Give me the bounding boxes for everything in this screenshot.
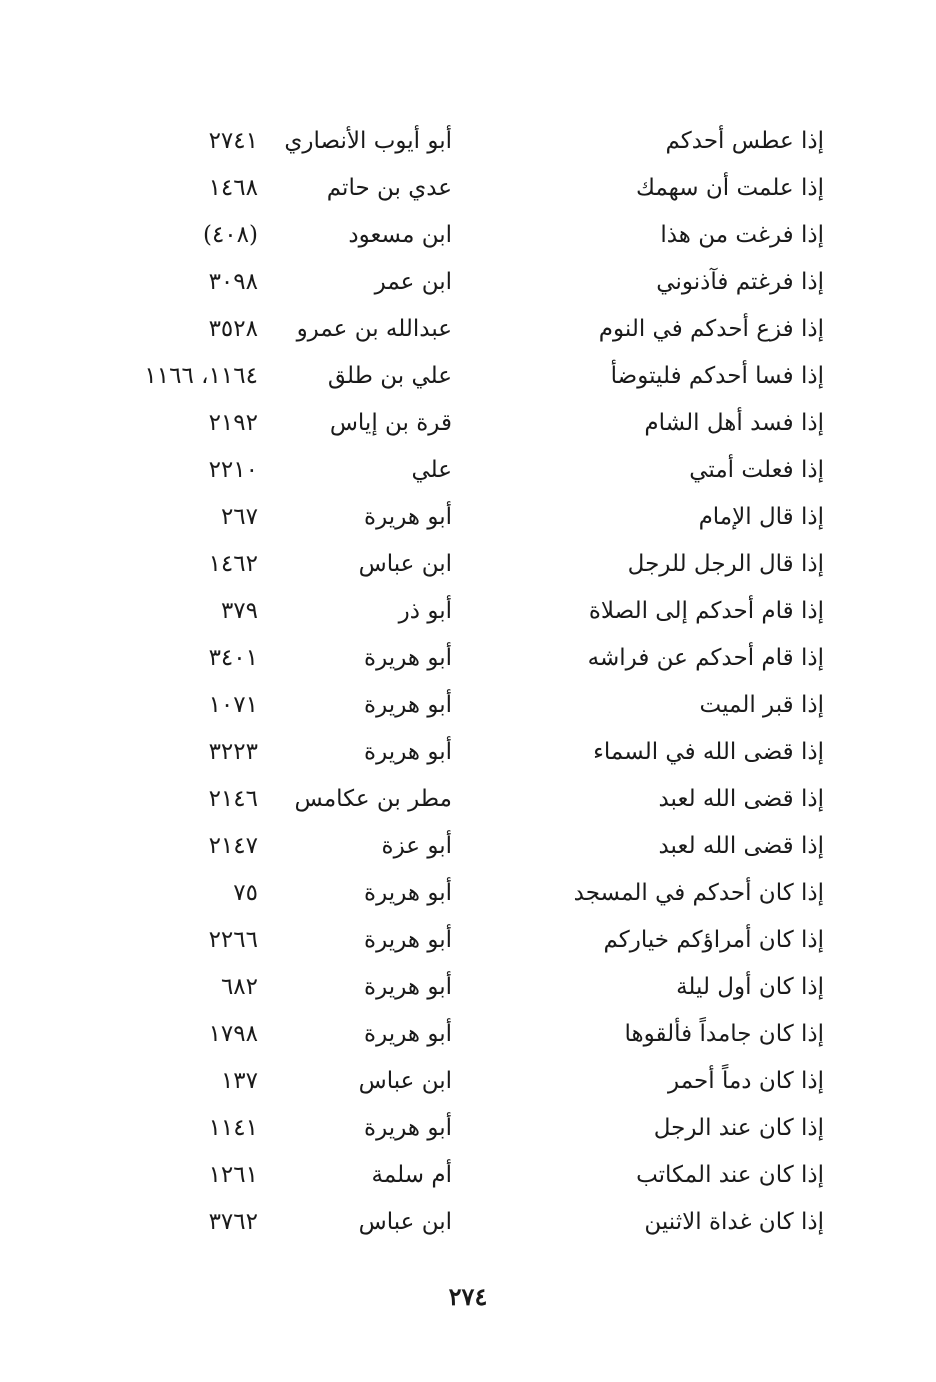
hadith-text: إذا كان أمراؤكم خياركم: [603, 927, 824, 953]
hadith-text: إذا قام أحدكم عن فراشه: [587, 645, 824, 671]
index-row: [0, 870, 936, 917]
index-row: [0, 306, 936, 353]
index-row: [0, 588, 936, 635]
index-row: [0, 118, 936, 165]
hadith-number: ١٣٧: [220, 1068, 258, 1094]
narrator-name: أبو هريرة: [364, 739, 452, 765]
hadith-text: إذا علمت أن سهمك: [635, 175, 824, 201]
narrator-name: علي: [411, 457, 452, 483]
hadith-number: ١١٤١: [208, 1115, 258, 1141]
narrator-name: أبو أيوب الأنصاري: [284, 128, 452, 154]
page-number: ٢٧٤: [448, 1282, 488, 1311]
index-row: [0, 400, 936, 447]
hadith-text: إذا كان أحدكم في المسجد: [573, 880, 824, 906]
index-row: [0, 447, 936, 494]
hadith-number: ١١٦٤، ١١٦٦: [144, 363, 258, 389]
index-row: [0, 259, 936, 306]
hadith-number: ٢١٤٦: [208, 786, 258, 812]
hadith-text: إذا فسد أهل الشام: [644, 410, 824, 436]
hadith-number: ١٤٦٢: [208, 551, 258, 577]
hadith-number: ٣٧٦٢: [208, 1209, 258, 1235]
narrator-name: عدي بن حاتم: [326, 175, 452, 201]
hadith-number: ٣٥٢٨: [208, 316, 258, 342]
hadith-text: إذا فزع أحدكم في النوم: [598, 316, 824, 342]
index-row: [0, 165, 936, 212]
index-row: [0, 1058, 936, 1105]
hadith-number: ٢١٤٧: [208, 833, 258, 859]
hadith-text: إذا قال الرجل للرجل: [627, 551, 824, 577]
hadith-number: ١٧٩٨: [208, 1021, 258, 1047]
narrator-name: أبو هريرة: [364, 974, 452, 1000]
hadith-text: إذا فعلت أمتي: [689, 457, 824, 483]
hadith-text: إذا فرغتم فآذنوني: [656, 269, 824, 295]
narrator-name: ابن عباس: [358, 551, 452, 577]
index-row: [0, 917, 936, 964]
hadith-number: ١٢٦١: [208, 1162, 258, 1188]
narrator-name: ابن عباس: [358, 1068, 452, 1094]
hadith-text: إذا قضى الله لعبد: [658, 833, 824, 859]
index-row: [0, 353, 936, 400]
hadith-text: إذا عطس أحدكم: [665, 128, 824, 154]
narrator-name: علي بن طلق: [327, 363, 452, 389]
hadith-number: ١٠٧١: [208, 692, 258, 718]
hadith-number: ٣٢٢٣: [208, 739, 258, 765]
narrator-name: أبو هريرة: [364, 645, 452, 671]
narrator-name: ابن عباس: [358, 1209, 452, 1235]
index-row: [0, 682, 936, 729]
narrator-name: أبو هريرة: [364, 1021, 452, 1047]
narrator-name: أبو ذر: [398, 598, 452, 624]
narrator-name: عبدالله بن عمرو: [296, 316, 452, 342]
hadith-number: ٧٥: [233, 880, 258, 906]
narrator-name: أبو هريرة: [364, 692, 452, 718]
index-row: [0, 964, 936, 1011]
hadith-text: إذا كان عند الرجل: [653, 1115, 824, 1141]
index-row: [0, 1105, 936, 1152]
hadith-text: إذا قضى الله لعبد: [658, 786, 824, 812]
hadith-text: إذا كان جامداً فألقوها: [624, 1021, 824, 1047]
hadith-text: إذا قضى الله في السماء: [593, 739, 824, 765]
index-row: [0, 541, 936, 588]
hadith-text: إذا فسا أحدكم فليتوضأ: [610, 363, 824, 389]
narrator-name: أم سلمة: [371, 1162, 452, 1188]
narrator-name: أبو هريرة: [364, 880, 452, 906]
hadith-text: إذا فرغت من هذا: [660, 222, 824, 248]
hadith-number: ٢٢٦٦: [208, 927, 258, 953]
narrator-name: قرة بن إياس: [329, 410, 452, 436]
narrator-name: أبو هريرة: [364, 927, 452, 953]
hadith-text: إذا كان عند المكاتب: [636, 1162, 824, 1188]
hadith-number: ١٤٦٨: [208, 175, 258, 201]
hadith-text: إذا قبر الميت: [699, 692, 824, 718]
index-row: [0, 635, 936, 682]
narrator-name: أبو هريرة: [364, 1115, 452, 1141]
hadith-text: إذا قال الإمام: [698, 504, 824, 530]
index-row: [0, 212, 936, 259]
hadith-text: إذا كان دماً أحمر: [668, 1068, 824, 1094]
hadith-number: ٣٠٩٨: [208, 269, 258, 295]
hadith-number: ٢٢١٠: [208, 457, 258, 483]
hadith-number: ٦٨٢: [220, 974, 258, 1000]
narrator-name: مطر بن عكامس: [294, 786, 452, 812]
hadith-index-table: [0, 118, 936, 1246]
hadith-number: ٣٧٩: [220, 598, 258, 624]
index-row: [0, 823, 936, 870]
hadith-number: ٢٧٤١: [208, 128, 258, 154]
hadith-text: إذا كان أول ليلة: [676, 974, 824, 1000]
hadith-number: ٣٤٠١: [208, 645, 258, 671]
narrator-name: أبو عزة: [381, 833, 452, 859]
hadith-text: إذا قام أحدكم إلى الصلاة: [588, 598, 824, 624]
index-row: [0, 1152, 936, 1199]
hadith-number: ٢٦٧: [220, 504, 258, 530]
hadith-number: ٢١٩٢: [208, 410, 258, 436]
hadith-text: إذا كان غداة الاثنين: [644, 1209, 824, 1235]
index-row: [0, 729, 936, 776]
index-row: [0, 494, 936, 541]
index-row: [0, 776, 936, 823]
narrator-name: ابن عمر: [374, 269, 452, 295]
narrator-name: ابن مسعود: [348, 222, 452, 248]
narrator-name: أبو هريرة: [364, 504, 452, 530]
index-row: [0, 1199, 936, 1246]
index-row: [0, 1011, 936, 1058]
hadith-number: (٤٠٨): [202, 222, 258, 248]
